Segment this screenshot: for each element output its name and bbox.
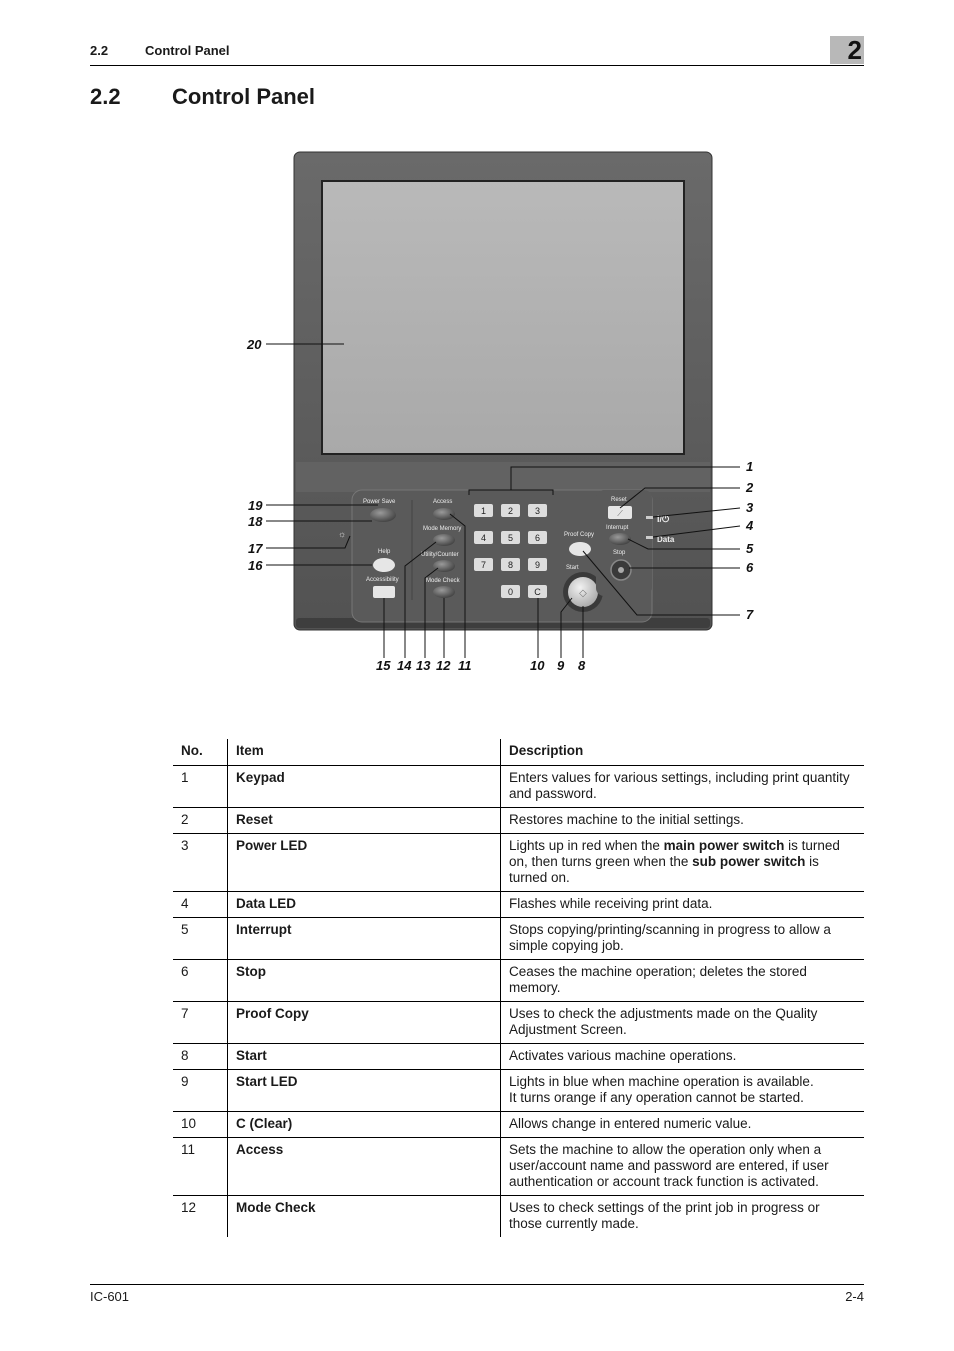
utility-counter-button — [433, 560, 455, 572]
row-description: Lights in blue when machine operation is available. It turns orange if any operation cannot be started. — [501, 1070, 865, 1112]
section-number: 2.2 — [90, 84, 121, 109]
callout-3: 3 — [746, 500, 754, 515]
row-description: Uses to check settings of the print job in progress or those currently made. — [509, 1200, 820, 1231]
key-clear: C — [534, 587, 541, 597]
callout-16: 16 — [248, 558, 263, 573]
table-row — [173, 766, 864, 808]
start-label: Start — [566, 565, 579, 571]
accessibility-label: Accessibility — [366, 577, 399, 583]
callout-14: 14 — [397, 658, 412, 673]
callout-12: 12 — [436, 658, 451, 673]
row-item: Stop — [228, 960, 501, 1002]
key-2: 2 — [507, 506, 514, 516]
callout-13: 13 — [416, 658, 431, 673]
table-row — [173, 1138, 864, 1196]
row-no: 3 — [173, 834, 228, 892]
callout-11: 11 — [458, 658, 472, 673]
row-item: Power LED — [228, 834, 501, 892]
row-no: 10 — [173, 1112, 228, 1138]
row-description: Uses to check the adjustments made on the Quality Adjustment Screen. — [501, 1002, 865, 1044]
row-no: 9 — [173, 1070, 228, 1112]
callout-2: 2 — [746, 480, 754, 495]
callout-4: 4 — [746, 518, 754, 533]
row-no: 8 — [173, 1044, 228, 1070]
row-item: Interrupt — [228, 918, 501, 960]
callout-7: 7 — [746, 607, 754, 622]
row-no: 4 — [173, 892, 228, 918]
key-9: 9 — [534, 560, 541, 570]
col-header-item: Item — [228, 739, 501, 766]
row-no: 5 — [173, 918, 228, 960]
table-row — [173, 918, 864, 960]
callout-15: 15 — [376, 658, 391, 673]
data-led-label: Data — [657, 535, 675, 544]
reset-icon: ⟋ — [617, 509, 623, 518]
key-5: 5 — [507, 533, 514, 543]
table-row — [173, 808, 864, 834]
touch-screen — [322, 181, 684, 454]
row-description: Stops copying/printing/scanning in progress to allow a simple copying job. — [501, 918, 865, 960]
proof-copy-button — [569, 542, 591, 556]
reset-label: Reset — [611, 497, 627, 503]
table-row — [173, 1002, 864, 1044]
callout-19: 19 — [248, 498, 263, 513]
start-icon: ◇ — [579, 588, 587, 599]
stop-label: Stop — [613, 550, 626, 556]
mode-check-button — [433, 586, 455, 598]
row-item: Mode Check — [228, 1196, 501, 1238]
table-row — [173, 1044, 864, 1070]
table-header-row — [173, 739, 864, 766]
running-header-title: Control Panel — [145, 43, 230, 58]
table-row — [173, 834, 864, 892]
row-no: 11 — [173, 1138, 228, 1196]
table-row — [173, 892, 864, 918]
key-6: 6 — [534, 533, 541, 543]
row-item: Keypad — [228, 766, 501, 808]
chapter-number: 2 — [847, 35, 862, 65]
mode-memory-label: Mode Memory — [423, 526, 462, 532]
row-no: 6 — [173, 960, 228, 1002]
footer-page-number: 2-4 — [845, 1289, 864, 1304]
data-led — [646, 536, 653, 539]
callout-8: 8 — [578, 658, 586, 673]
callout-1: 1 — [746, 459, 754, 474]
brightness-icon: ☼ — [338, 529, 347, 539]
row-item: Start LED — [228, 1070, 501, 1112]
row-description: Restores machine to the initial settings. — [501, 808, 865, 834]
key-8: 8 — [507, 560, 514, 570]
row-description: Lights up in red when the main power switch is turned on, then turns green when the sub power switch is turned on. — [501, 834, 865, 892]
access-button — [433, 508, 455, 520]
key-0: 0 — [507, 587, 514, 597]
table-row — [173, 1112, 864, 1138]
help-button — [373, 558, 395, 572]
row-no: 2 — [173, 808, 228, 834]
callout-5: 5 — [746, 541, 754, 556]
callout-10: 10 — [530, 658, 545, 673]
power-save-button — [370, 508, 396, 522]
interrupt-label: Interrupt — [606, 525, 629, 531]
callout-17: 17 — [248, 541, 263, 556]
row-item: Reset — [228, 808, 501, 834]
accessibility-button — [373, 586, 395, 598]
power-led — [646, 516, 653, 519]
row-description: Sets the machine to allow the operation only when a user/account name and password are entered, if user authentication or account track function is activated. — [501, 1138, 865, 1196]
callout-18: 18 — [248, 514, 263, 529]
row-description: Ceases the machine operation; deletes the stored memory. — [501, 960, 865, 1002]
proof-copy-label: Proof Copy — [564, 532, 595, 538]
mode-memory-button — [433, 534, 455, 546]
callout-20: 20 — [247, 337, 262, 352]
row-no: 12 — [181, 1200, 197, 1215]
row-item: Start — [228, 1044, 501, 1070]
col-header-no: No. — [173, 739, 228, 766]
interrupt-button — [609, 533, 631, 545]
row-no: 7 — [173, 1002, 228, 1044]
row-item: Data LED — [228, 892, 501, 918]
callout-9: 9 — [557, 658, 565, 673]
key-4: 4 — [480, 533, 487, 543]
key-3: 3 — [534, 506, 541, 516]
callout-6: 6 — [746, 560, 754, 575]
footer-product: IC-601 — [90, 1289, 130, 1304]
key-1: 1 — [480, 506, 487, 516]
col-header-description: Description — [501, 739, 865, 766]
row-item: C (Clear) — [228, 1112, 501, 1138]
row-description: Enters values for various settings, including print quantity and password. — [501, 766, 865, 808]
table-row — [173, 1070, 864, 1112]
section-title: Control Panel — [172, 84, 316, 109]
footer-rule — [90, 1284, 864, 1285]
control-panel-table — [173, 739, 864, 1237]
row-description: Flashes while receiving print data. — [501, 892, 865, 918]
power-led-label: I/⏻ — [657, 514, 670, 524]
key-7: 7 — [480, 560, 487, 570]
table-row — [173, 1196, 864, 1238]
mode-check-label: Mode Check — [426, 578, 460, 584]
power-save-label: Power Save — [363, 499, 396, 505]
help-label: Help — [378, 549, 391, 555]
utility-counter-label: Utility/Counter — [421, 552, 459, 558]
access-label: Access — [433, 499, 453, 505]
row-no: 1 — [173, 766, 228, 808]
row-item: Access — [228, 1138, 501, 1196]
row-description: Allows change in entered numeric value. — [501, 1112, 865, 1138]
running-header-number: 2.2 — [90, 43, 109, 58]
row-description: Activates various machine operations. — [501, 1044, 865, 1070]
table-row — [173, 960, 864, 1002]
row-item: Proof Copy — [228, 1002, 501, 1044]
